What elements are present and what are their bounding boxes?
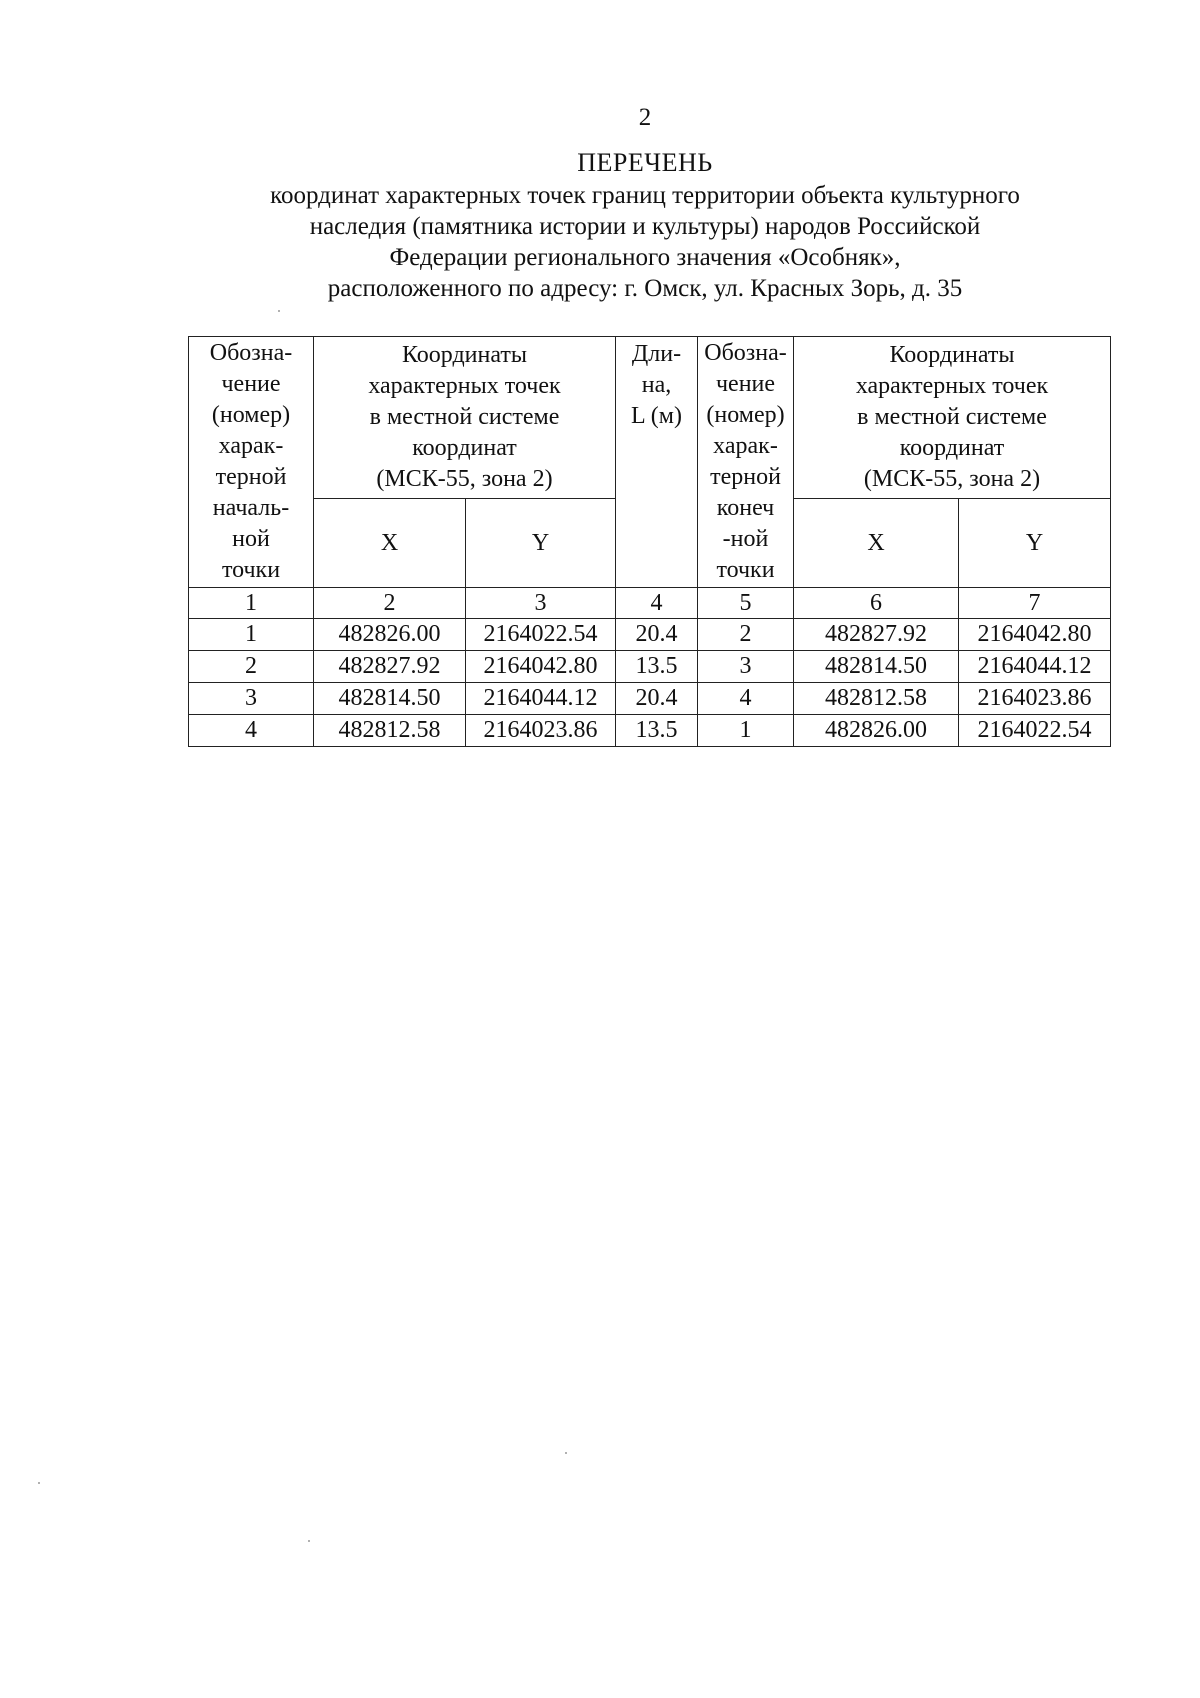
scan-speck [38, 1482, 40, 1484]
coordinates-table [188, 336, 1111, 747]
x-start-cell: 482826.00 [314, 619, 466, 651]
header-y-start: Y [466, 499, 616, 588]
y-start-cell: 2164022.54 [466, 619, 616, 651]
header-start-point: Обозна- чение (номер) харак- терной началь- ной точки [189, 337, 314, 588]
y-end-cell: 2164044.12 [959, 651, 1111, 683]
x-end-cell: 482827.92 [794, 619, 959, 651]
end-point-cell: 3 [698, 651, 794, 683]
column-number: 6 [794, 588, 959, 619]
subtitle-line: координат характерных точек границ территории объекта культурного [270, 182, 1020, 209]
page-number: 2 [638, 104, 652, 131]
start-point-cell: 3 [189, 683, 314, 715]
length-cell: 20.4 [616, 683, 698, 715]
x-end-cell: 482826.00 [794, 715, 959, 747]
table-row [189, 619, 1111, 651]
scan-speck [278, 310, 280, 312]
y-end-cell: 2164022.54 [959, 715, 1111, 747]
start-point-cell: 2 [189, 651, 314, 683]
column-number: 3 [466, 588, 616, 619]
table-row [189, 651, 1111, 683]
column-number: 5 [698, 588, 794, 619]
subtitle-line: расположенного по адресу: г. Омск, ул. Красных Зорь, д. 35 [327, 275, 963, 302]
start-point-cell: 4 [189, 715, 314, 747]
end-point-cell: 4 [698, 683, 794, 715]
column-number: 4 [616, 588, 698, 619]
header-x-end: X [794, 499, 959, 588]
table-row [189, 715, 1111, 747]
header-y-end: Y [959, 499, 1111, 588]
x-start-cell: 482827.92 [314, 651, 466, 683]
column-number: 7 [959, 588, 1111, 619]
y-start-cell: 2164042.80 [466, 651, 616, 683]
scan-speck [565, 1452, 567, 1454]
table-row [189, 683, 1111, 715]
y-start-cell: 2164023.86 [466, 715, 616, 747]
y-start-cell: 2164044.12 [466, 683, 616, 715]
column-number: 1 [189, 588, 314, 619]
x-end-cell: 482812.58 [794, 683, 959, 715]
subtitle-line: наследия (памятника истории и культуры) народов Российской [309, 213, 981, 240]
length-cell: 13.5 [616, 651, 698, 683]
scan-speck [308, 1540, 310, 1542]
column-number: 2 [314, 588, 466, 619]
length-cell: 13.5 [616, 715, 698, 747]
document-title: ПЕРЕЧЕНЬ [577, 148, 713, 177]
document-subtitle [220, 180, 1070, 304]
end-point-cell: 1 [698, 715, 794, 747]
x-start-cell: 482812.58 [314, 715, 466, 747]
header-coords-end: Координаты характерных точек в местной системе координат (МСК-55, зона 2) [794, 337, 1111, 499]
y-end-cell: 2164042.80 [959, 619, 1111, 651]
subtitle-line: Федерации регионального значения «Особняк», [389, 244, 901, 271]
header-coords-start: Координаты характерных точек в местной системе координат (МСК-55, зона 2) [314, 337, 616, 499]
start-point-cell: 1 [189, 619, 314, 651]
x-end-cell: 482814.50 [794, 651, 959, 683]
x-start-cell: 482814.50 [314, 683, 466, 715]
y-end-cell: 2164023.86 [959, 683, 1111, 715]
end-point-cell: 2 [698, 619, 794, 651]
length-cell: 20.4 [616, 619, 698, 651]
header-x-start: X [314, 499, 466, 588]
column-numbers-row [189, 588, 1111, 619]
header-end-point: Обозна- чение (номер) харак- терной конеч -ной точки [698, 337, 794, 588]
header-length: Дли- на, L (м) [616, 337, 698, 588]
